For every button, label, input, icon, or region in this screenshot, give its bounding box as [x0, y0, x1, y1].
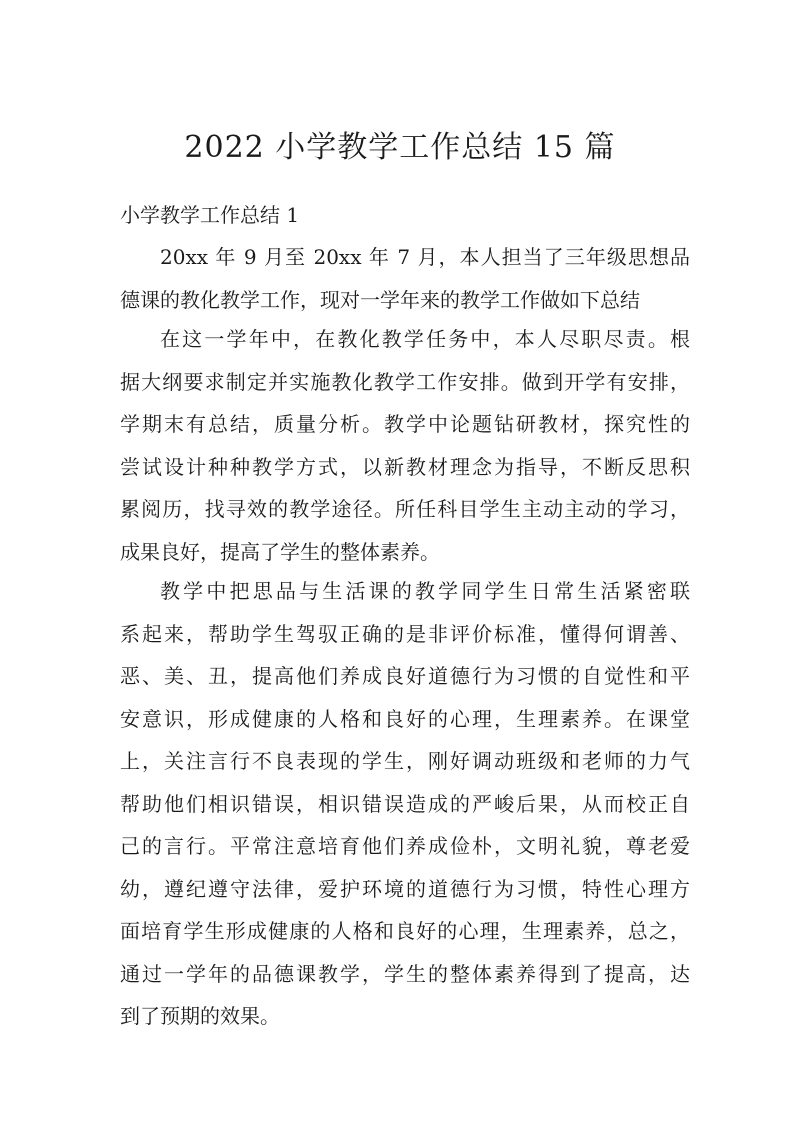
paragraph-1 — [120, 236, 690, 321]
paragraph-3 — [120, 570, 690, 1038]
document-title: 2022 小学教学工作总结 15 篇 — [184, 130, 616, 165]
paragraph-line: 学期末有总结，质量分析。教学中论题钻研教材，探究性的 — [120, 412, 690, 436]
paragraph-line: 成果良好，提高了学生的整体素养。 — [120, 539, 440, 564]
paragraph-line: 教学中把思品与生活课的教学同学生日常生活紧密联 — [160, 579, 690, 603]
section-heading: 小学教学工作总结 1 — [120, 203, 300, 227]
paragraph-line: 系起来，帮助学生驾驭正确的是非评价标准，懂得何谓善、 — [120, 621, 690, 646]
paragraph-line: 己的言行。平常注意培育他们养成俭朴，文明礼貌，尊老爱 — [120, 834, 690, 858]
paragraph-line: 据大纲要求制定并实施教化教学工作安排。做到开学有安排， — [120, 369, 690, 394]
paragraph-line: 德课的教化教学工作，现对一学年来的教学工作做如下总结 — [120, 287, 640, 312]
paragraph-2 — [120, 318, 690, 573]
paragraph-line: 帮助他们相识错误，相识错误造成的严峻后果，从而校正自 — [120, 791, 690, 816]
paragraph-line: 在这一学年中，在教化教学任务中，本人尽职尽责。根 — [160, 327, 690, 351]
paragraph-line: 幼，遵纪遵守法律，爱护环境的道德行为习惯，特性心理方 — [120, 876, 690, 901]
paragraph-line: 上，关注言行不良表现的学生，刚好调动班级和老师的力气 — [120, 749, 690, 773]
paragraph-line: 尝试设计种种教学方式，以新教材理念为指导，不断反思积 — [120, 454, 690, 479]
paragraph-line: 安意识，形成健康的人格和良好的心理，生理素养。在课堂 — [120, 706, 690, 731]
paragraph-line: 通过一学年的品德课教学，学生的整体素养得到了提高，达 — [120, 961, 690, 986]
paragraph-line: 20xx 年 9 月至 20xx 年 7 月，本人担当了三年级思想品 — [160, 245, 690, 269]
paragraph-line: 到了预期的效果。 — [120, 1004, 280, 1028]
paragraph-line: 面培育学生形成健康的人格和良好的心理，生理素养，总之， — [120, 919, 690, 943]
paragraph-line: 累阅历，找寻效的教学途径。所任科目学生主动主动的学习， — [120, 497, 690, 521]
paragraph-line: 恶、美、丑，提高他们养成良好道德行为习惯的自觉性和平 — [120, 664, 690, 688]
